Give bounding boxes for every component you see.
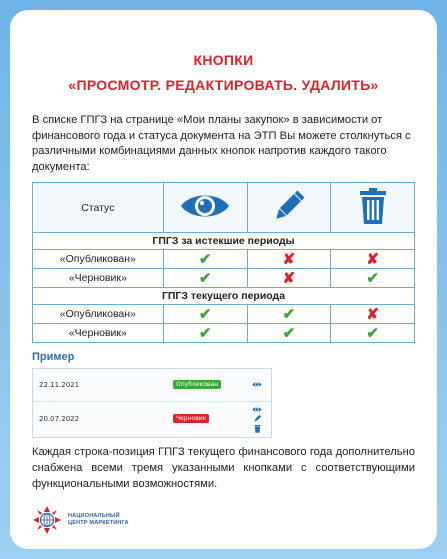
trash-icon xyxy=(358,187,388,225)
view-cell xyxy=(163,250,247,269)
example-date: 22.11.2021 xyxy=(39,381,80,389)
page-title: КНОПКИ xyxy=(193,52,254,68)
view-cell xyxy=(163,269,247,288)
cross-icon: ✘ xyxy=(366,305,379,323)
logo-line-2: ЦЕНТР МАРКЕТИНГА xyxy=(68,520,129,526)
edit-cell xyxy=(247,305,331,324)
cross-icon: ✘ xyxy=(282,269,296,287)
view-cell xyxy=(163,324,247,343)
example-row xyxy=(33,403,271,436)
check-icon: ✔ xyxy=(366,269,379,287)
edit-cell xyxy=(247,269,331,288)
example-actions xyxy=(249,381,265,389)
example-screenshot xyxy=(32,368,272,438)
eye-icon[interactable] xyxy=(252,406,262,413)
page-subtitle: «ПРОСМОТР. РЕДАКТИРОВАТЬ. УДАЛИТЬ» xyxy=(68,77,379,93)
check-icon: ✔ xyxy=(198,250,212,268)
pencil-icon xyxy=(270,187,308,225)
check-icon: ✔ xyxy=(282,324,296,342)
status-cell: «Черновик» xyxy=(33,269,164,288)
example-row xyxy=(33,369,271,402)
edit-cell xyxy=(247,324,331,343)
edit-cell xyxy=(247,250,331,269)
check-icon: ✔ xyxy=(198,324,212,342)
example-date: 20.07.2022 xyxy=(39,415,80,423)
table-row xyxy=(33,305,415,324)
delete-cell xyxy=(331,269,415,288)
view-cell xyxy=(163,305,247,324)
status-cell: «Опубликован» xyxy=(33,305,164,324)
section-row-past xyxy=(33,233,415,250)
table-header-row xyxy=(33,183,415,233)
table-row xyxy=(33,269,415,288)
national-marketing-center-logo xyxy=(32,505,62,535)
logo-line-1: НАЦИОНАЛЬНЫЙ xyxy=(68,513,120,519)
delete-cell xyxy=(331,250,415,269)
eye-icon[interactable] xyxy=(252,381,262,388)
example-actions xyxy=(249,406,265,434)
table-row xyxy=(33,324,415,343)
example-label: Пример xyxy=(32,351,75,363)
trash-icon[interactable] xyxy=(254,424,261,433)
intro-paragraph: В списке ГПГЗ на странице «Мои планы закупок» в зависимости от финансового года и статуса документа на ЭТП Вы можете столкнуться с различными комбинациями данных кнопок напротив каждого такого документа: xyxy=(32,114,411,173)
status-badge: Черновик xyxy=(173,414,209,423)
pencil-icon[interactable] xyxy=(253,414,262,423)
section-title: ГПГЗ текущего периода xyxy=(33,288,415,305)
status-badge: Опубликован xyxy=(173,380,221,389)
check-icon: ✔ xyxy=(366,324,379,342)
check-icon: ✔ xyxy=(198,269,212,287)
section-title: ГПГЗ за истекшие периоды xyxy=(33,233,415,250)
check-icon: ✔ xyxy=(282,305,296,323)
table-row xyxy=(33,250,415,269)
eye-icon xyxy=(179,189,231,223)
cross-icon: ✘ xyxy=(282,250,296,268)
delete-cell xyxy=(331,324,415,343)
view-column-header xyxy=(163,183,247,233)
edit-column-header xyxy=(247,183,331,233)
check-icon: ✔ xyxy=(198,305,212,323)
status-header: Статус xyxy=(33,183,164,233)
section-row-current xyxy=(33,288,415,305)
logo-caption xyxy=(68,513,129,527)
delete-cell xyxy=(331,305,415,324)
status-cell: «Черновик» xyxy=(33,324,164,343)
outro-paragraph: Каждая строка-позиция ГПГЗ текущего финансового года дополнительно снабжена всеми тремя указанными кнопками с соответствующими функциональными возможностями. xyxy=(32,446,415,490)
status-cell: «Опубликован» xyxy=(33,250,164,269)
buttons-matrix-table xyxy=(32,182,415,343)
cross-icon: ✘ xyxy=(366,250,379,268)
delete-column-header xyxy=(331,183,415,233)
